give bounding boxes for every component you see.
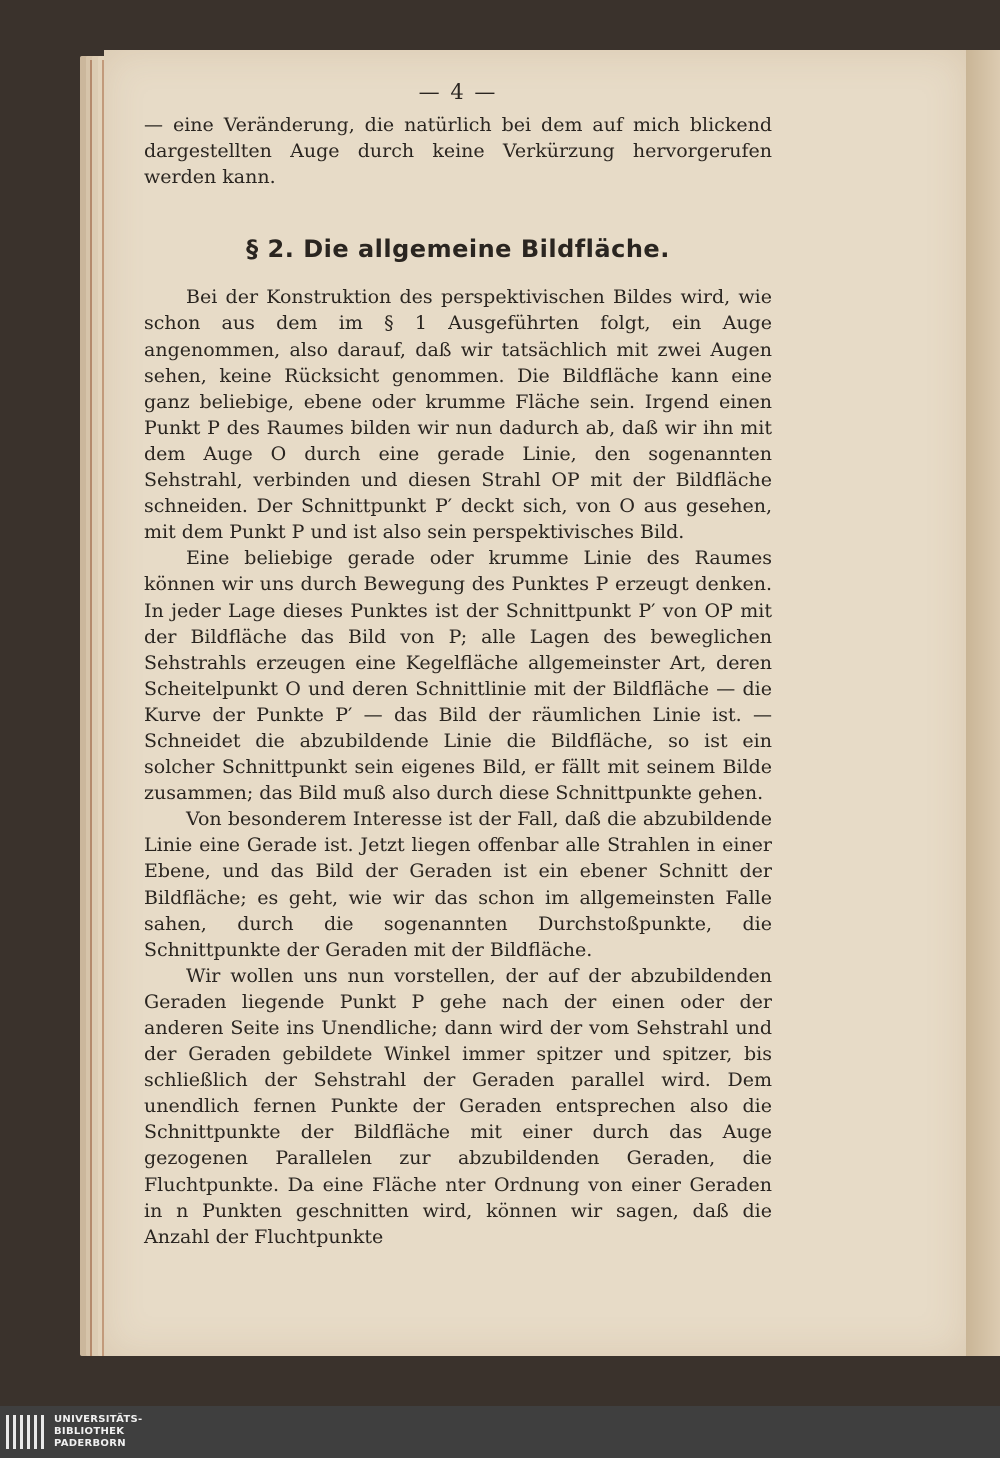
logo-line: UNIVERSITÄTS- [54,1414,143,1425]
page-text [144,72,772,1250]
library-logo-icon [6,1415,48,1449]
body-paragraph: Bei der Konstruktion des perspektivischen Bildes wird, wie schon aus dem im § 1 Ausgeführten folgt, ein Auge angenommen, also darauf, daß wir tatsächlich mit zwei Augen sehen, keine Rücksicht genommen. Die Bildfläche kann eine ganz beliebige, ebene oder krumme Fläche sein. Irgend einen Punkt P des Raumes bilden wir nun dadurch ab, daß wir ihn mit dem Auge O durch eine gerade Linie, den sogenannten Sehstrahl, verbinden und diesen Strahl OP mit der Bildfläche schneiden. Der Schnittpunkt P′ deckt sich, von O aus gesehen, mit dem Punkt P und ist also sein perspektivisches Bild. [144,286,772,544]
facing-page-edge [966,50,1000,1356]
page-stack-edge [90,60,104,1356]
logo-line: BIBLIOTHEK [54,1426,125,1437]
intro-paragraph: — eine Veränderung, die natürlich bei dem auf mich blickend dargestellten Auge durch keine Verkürzung hervorgerufen werden kann. [144,114,772,189]
library-logo-text [54,1414,143,1450]
section-heading: § 2. Die allgemeine Bildfläche. [246,235,670,264]
library-footer [0,1406,1000,1458]
logo-line: PADERBORN [54,1438,126,1449]
body-paragraph: Wir wollen uns nun vorstellen, der auf der abzubildenden Geraden liegende Punkt P gehe nach der einen oder der anderen Seite ins Unendliche; dann wird der vom Sehstrahl und der Geraden gebildete Winkel immer spitzer und spitzer, bis schließlich der Sehstrahl der Geraden parallel wird. Dem unendlich fernen Punkte der Geraden entsprechen also die Schnittpunkte der Bildfläche mit einer durch das Auge gezogenen Parallelen zur abzubildenden Geraden, die Fluchtpunkte. Da eine Fläche nter Ordnung von einer Geraden in n Punkten geschnitten wird, können wir sagen, daß die Anzahl der Fluchtpunkte [144,964,772,1248]
page-number: — 4 — [418,80,498,104]
body-paragraph: Eine beliebige gerade oder krumme Linie des Raumes können wir uns durch Bewegung des Punktes P erzeugt denken. In jeder Lage dieses Punktes ist der Schnittpunkt P′ von OP mit der Bildfläche das Bild von P; alle Lagen des beweglichen Sehstrahls erzeugen eine Kegelfläche allgemeinster Art, deren Scheitelpunkt O und deren Schnittlinie mit der Bildfläche — die Kurve der Punkte P′ — das Bild der räumlichen Linie ist. — Schneidet die abzubildende Linie die Bildfläche, so ist ein solcher Schnittpunkt sein eigenes Bild, er fällt mit seinem Bilde zusammen; das Bild muß also durch diese Schnittpunkte gehen. [144,547,772,805]
body-paragraph: Von besonderem Interesse ist der Fall, daß die abzubildende Linie eine Gerade ist. Jetzt liegen offenbar alle Strahlen in einer Ebene, und das Bild der Geraden ist ein ebener Schnitt der Bildfläche; es geht, wie wir das schon im allgemeinsten Falle sahen, durch die sogenannten Durchstoßpunkte, die Schnittpunkte der Geraden mit der Bildfläche. [144,808,772,961]
